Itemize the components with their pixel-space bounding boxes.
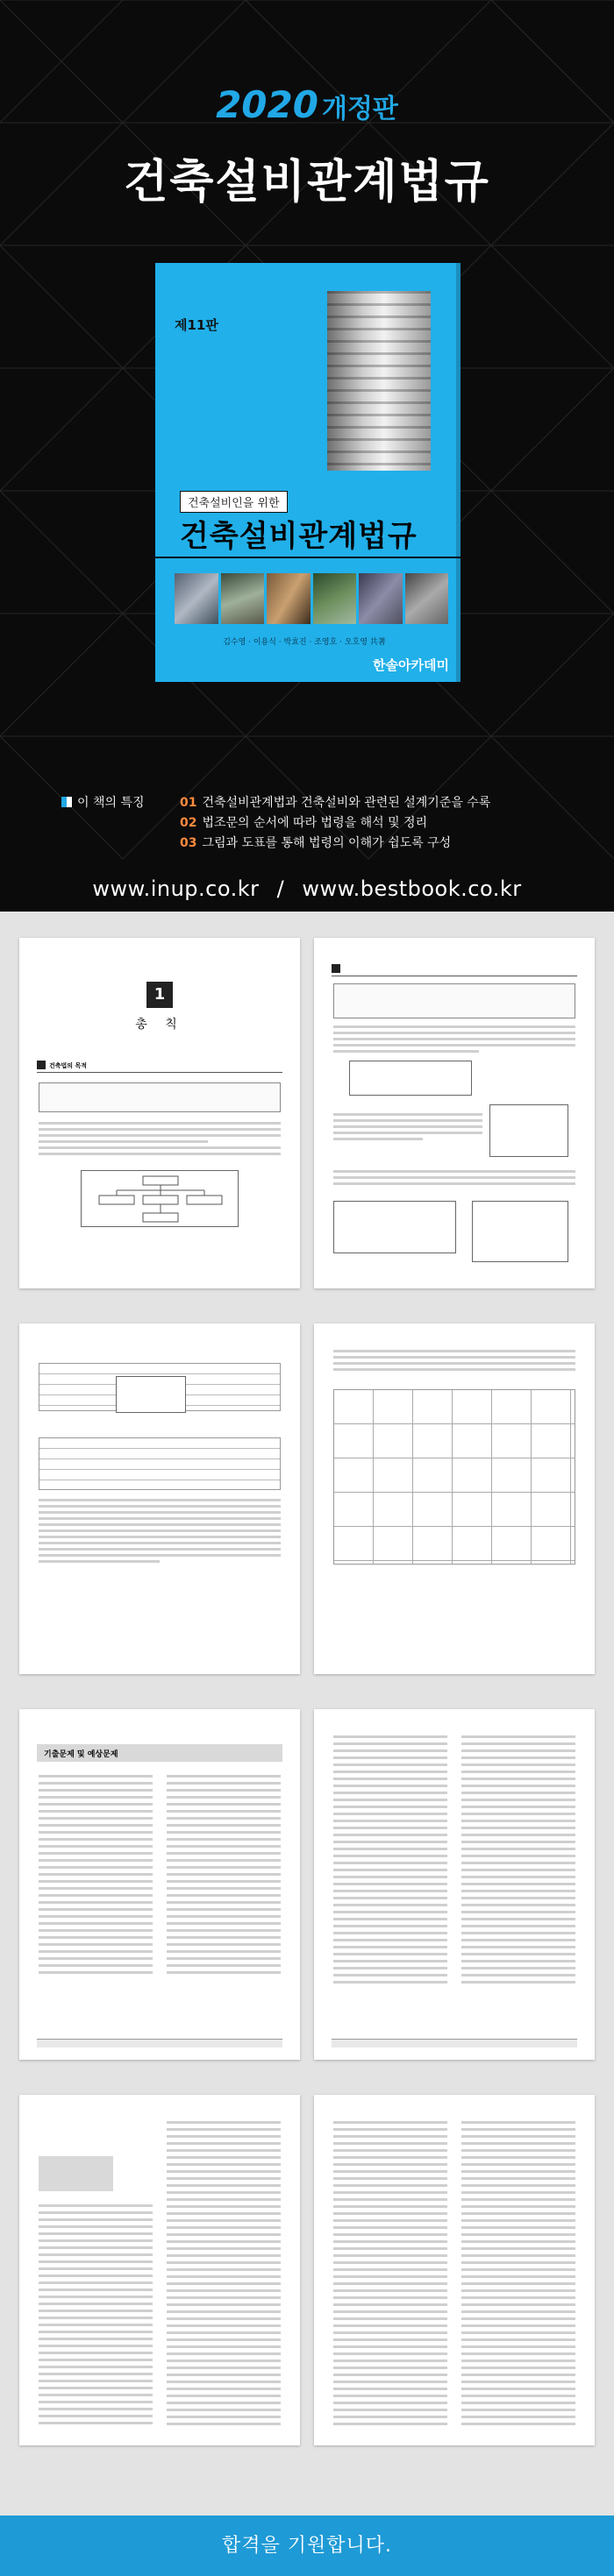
sample-page: [19, 1323, 300, 1674]
chapter-number: 1: [146, 982, 173, 1008]
question-section-title: 기출문제 및 예상문제: [37, 1744, 282, 1762]
cover-photo: [313, 573, 357, 624]
table: [39, 1437, 281, 1490]
body-text: [333, 1170, 575, 1189]
question-column: [167, 1775, 281, 1978]
features-square-icon: [61, 797, 72, 807]
hero-edition-label: 개정판: [321, 94, 398, 124]
feature-number: 02: [180, 816, 197, 830]
cover-authors: 김수영 · 이용식 · 박효진 · 조영호 · 오호영 共著: [223, 638, 386, 647]
website-links: [0, 876, 614, 901]
sample-page: [19, 2095, 300, 2445]
note-box: [39, 1082, 281, 1112]
text-column: [461, 2121, 575, 2430]
answer-key-bar: [37, 2039, 282, 2047]
hero-year: 2020: [216, 83, 318, 126]
diagram-lines: [82, 1171, 238, 1226]
cover-photo: [221, 573, 265, 624]
chapter-title: 총 칙: [135, 1018, 184, 1032]
section-marker-icon: [37, 1061, 46, 1069]
question-column: [333, 1735, 447, 1988]
cover-photo-strip: [175, 573, 448, 624]
body-text: [333, 1350, 575, 1374]
feature-text: 건축설비관계법과 건축설비와 관련된 설계기준을 수록: [202, 796, 491, 810]
book-cover: [155, 263, 460, 682]
cover-photo: [267, 573, 311, 624]
sample-pages-section: [0, 912, 614, 2516]
sample-page: [19, 938, 300, 1288]
answer-key-bar: [332, 2039, 577, 2047]
feature-text: 그림과 도표를 통해 법령의 이해가 쉽도록 구성: [202, 836, 452, 850]
body-text: [39, 1499, 281, 1566]
url-bestbook[interactable]: www.bestbook.co.kr: [302, 876, 522, 901]
sample-spread-3: [19, 1709, 595, 2060]
feature-item: [180, 793, 490, 813]
footer-banner: [0, 2516, 614, 2576]
sample-spread-2: [19, 1323, 595, 1674]
cover-divider: [155, 557, 460, 558]
feature-item: [180, 813, 490, 834]
features-heading-text: 이 책의 특징: [77, 796, 145, 810]
body-text: [333, 1025, 575, 1056]
section-heading: [37, 1061, 282, 1073]
appendix-title-box: [39, 2156, 113, 2191]
cover-photo: [405, 573, 449, 624]
body-text: [39, 1122, 281, 1159]
sample-page: [314, 1709, 595, 2060]
cover-subtitle-badge: 건축설비인을 위한: [180, 491, 288, 513]
url-inup[interactable]: www.inup.co.kr: [92, 876, 260, 901]
note-box: [333, 983, 575, 1018]
sample-spread-1: [19, 938, 595, 1288]
hero-year-line: [0, 83, 614, 126]
house-section-diagram: [116, 1376, 186, 1413]
feature-item: [180, 834, 490, 854]
building-diagram: [472, 1201, 568, 1262]
section-title: 건축법의 목적: [49, 1062, 88, 1069]
section-marker-icon: [332, 964, 340, 973]
example-box: [349, 1061, 472, 1096]
cover-photo: [175, 573, 218, 624]
text-column: [39, 2204, 153, 2429]
features-heading: [61, 793, 145, 811]
question-column: [39, 1775, 153, 1978]
sample-page: [314, 1323, 595, 1674]
section-heading: [332, 964, 577, 976]
feature-number: 01: [180, 796, 197, 810]
cover-photo: [359, 573, 403, 624]
text-column: [333, 2121, 447, 2430]
figure-table: [333, 1389, 575, 1565]
building-diagram: [489, 1104, 568, 1157]
footer-text: 합격을 기원합니다.: [221, 2535, 392, 2557]
feature-text: 법조문의 순서에 따라 법령을 해석 및 정리: [202, 816, 428, 830]
cover-publisher-logo: 한솔아카데미: [373, 657, 449, 673]
text-column: [167, 2121, 281, 2430]
url-separator: /: [276, 876, 285, 901]
feature-number: 03: [180, 836, 197, 850]
cover-title: 건축설비관계법규: [180, 519, 418, 554]
body-text: [333, 1113, 482, 1144]
question-column: [461, 1735, 575, 1988]
hero-banner: [0, 0, 614, 912]
example-box: [333, 1201, 456, 1253]
cover-edition-number: 제11판: [175, 317, 218, 333]
sample-page: [19, 1709, 300, 2060]
sample-page: [314, 2095, 595, 2445]
cover-tower-photo: [327, 291, 431, 471]
features-list: [180, 793, 490, 854]
sample-spread-4: [19, 2095, 595, 2445]
hero-title: 건축설비관계법규: [124, 156, 490, 209]
sample-page: [314, 938, 595, 1288]
law-hierarchy-diagram: [81, 1170, 239, 1227]
